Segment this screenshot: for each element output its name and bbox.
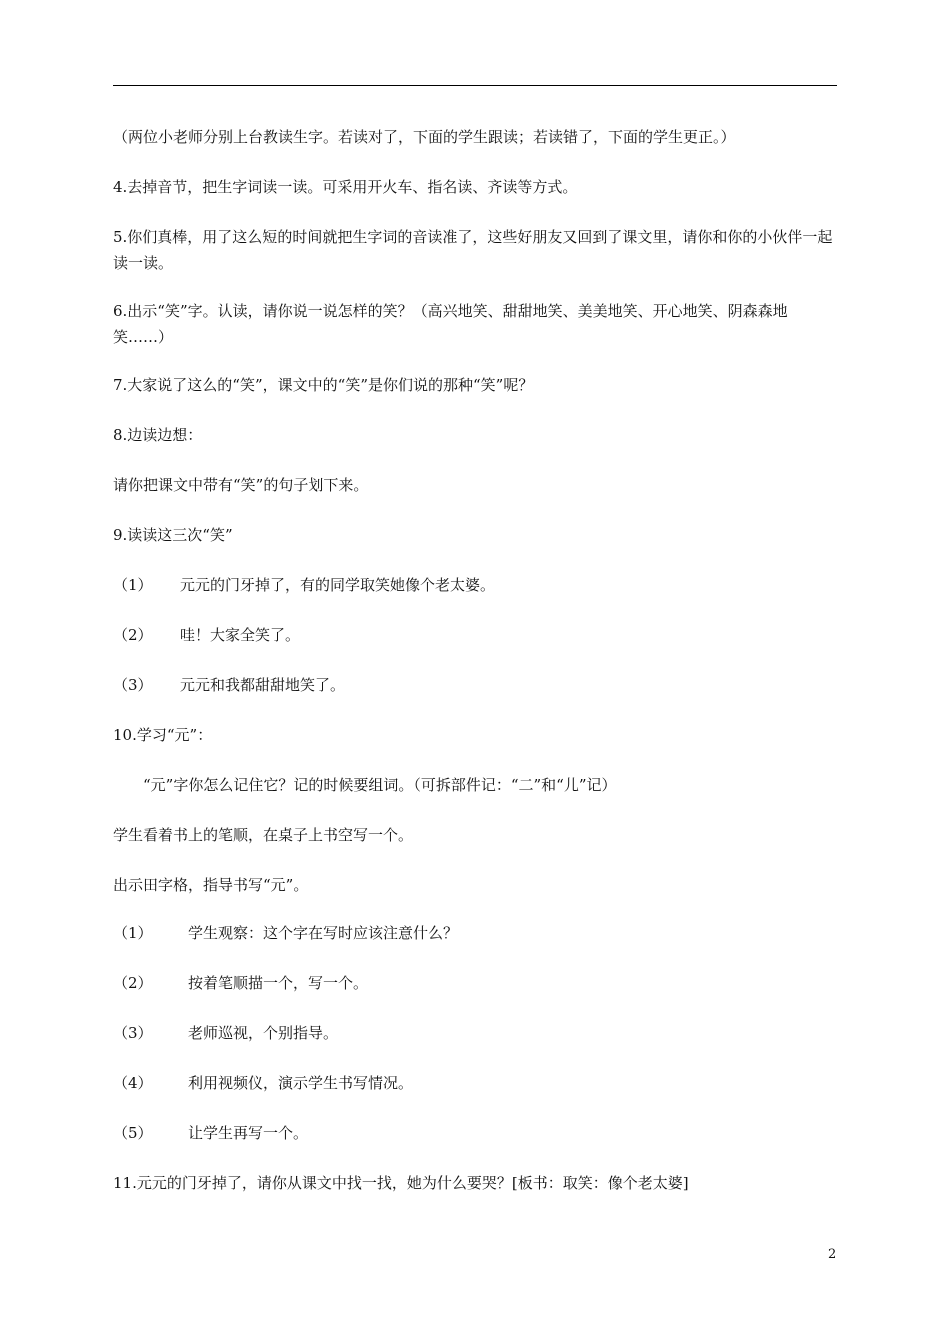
list-item-number: （2）: [113, 974, 153, 992]
list-item-text: 老师巡视，个别指导。: [188, 1024, 339, 1042]
paragraph: 8.边读边想：: [113, 426, 203, 444]
list-item-text: 让学生再写一个。: [188, 1124, 309, 1142]
list-item-number: （3）: [113, 1024, 153, 1042]
header-rule: [113, 85, 837, 86]
list-item-text: 按着笔顺描一个，写一个。: [188, 974, 369, 992]
list-item-text: 元元的门牙掉了，有的同学取笑她像个老太婆。: [180, 576, 496, 594]
list-item-text: 学生观察：这个字在写时应该注意什么？: [188, 924, 459, 942]
list-item-text: 哇！大家全笑了。: [180, 626, 301, 644]
paragraph: 4.去掉音节，把生字词读一读。可采用开火车、指名读、齐读等方式。: [113, 178, 578, 196]
page-number: 2: [828, 1247, 837, 1262]
list-item-number: （3）: [113, 676, 153, 694]
paragraph: 11.元元的门牙掉了，请你从课文中找一找，她为什么要哭？[板书：取笑：像个老太婆]: [113, 1174, 689, 1192]
list-item-number: （2）: [113, 626, 153, 644]
paragraph: 10.学习“元”：: [113, 726, 213, 744]
paragraph: 6.出示“笑”字。认读，请你说一说怎样的笑？（高兴地笑、甜甜地笑、美美地笑、开心地笑、阴森森地笑……）: [113, 302, 788, 346]
list-item-number: （1）: [113, 576, 153, 594]
paragraph: “元”字你怎么记住它？记的时候要组词。（可拆部件记：“二”和“儿”记）: [143, 776, 617, 794]
list-item-number: （1）: [113, 924, 153, 942]
list-item-number: （5）: [113, 1124, 153, 1142]
paragraph: 5.你们真棒，用了这么短的时间就把生字词的音读准了，这些好朋友又回到了课文里，请你和你的小伙伴一起读一读。: [113, 228, 833, 272]
paragraph: 学生看着书上的笔顺，在桌子上书空写一个。: [113, 826, 414, 844]
paragraph: （两位小老师分别上台教读生字。若读对了，下面的学生跟读；若读错了，下面的学生更正。）: [113, 128, 736, 146]
paragraph: 7.大家说了这么的“笑”，课文中的“笑”是你们说的那种“笑”呢？: [113, 376, 534, 394]
paragraph: 9.读读这三次“笑”: [113, 526, 233, 544]
list-item-number: （4）: [113, 1074, 153, 1092]
paragraph: 出示田字格，指导书写“元”。: [113, 876, 309, 894]
list-item-text: 利用视频仪，演示学生书写情况。: [188, 1074, 414, 1092]
paragraph: 请你把课文中带有“笑”的句子划下来。: [113, 476, 369, 494]
list-item-text: 元元和我都甜甜地笑了。: [180, 676, 346, 694]
